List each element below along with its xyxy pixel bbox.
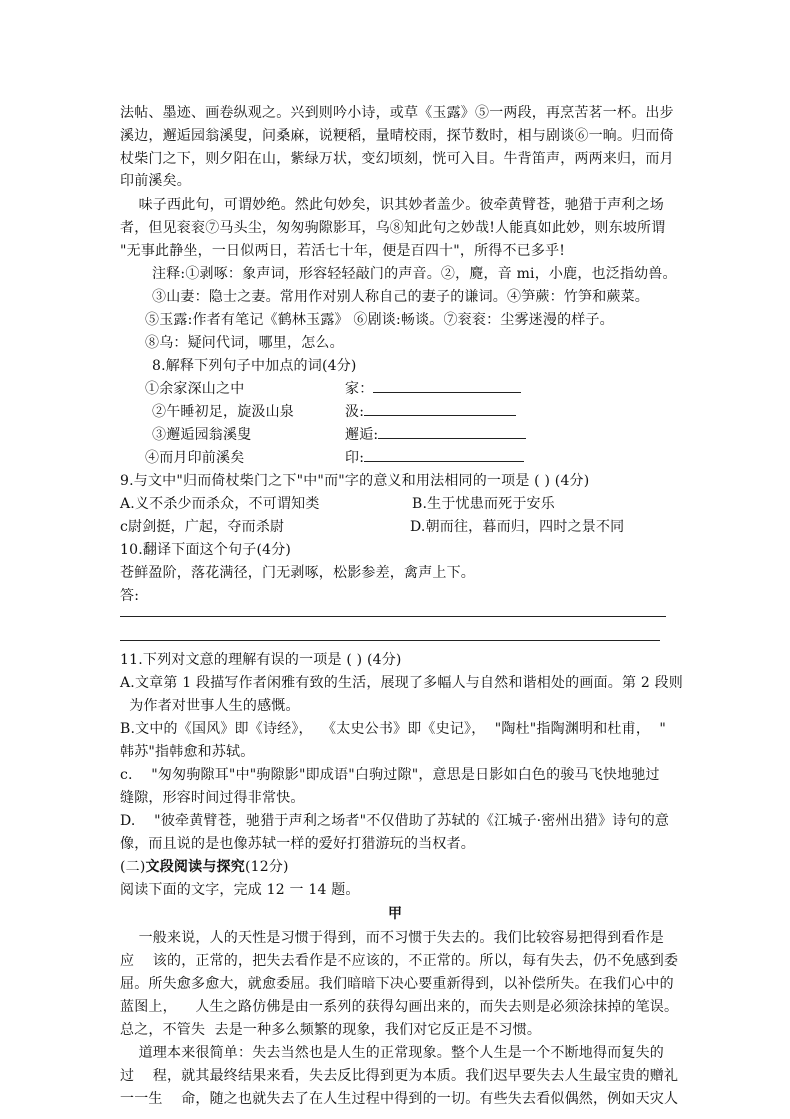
paragraph-line: "无事此静坐，一日似两日，若活七十年，便是百四十"，所得不已多乎! <box>120 243 566 259</box>
translate-sentence: 苍鲜盈阶，落花满径，门无剥啄，松影参差，禽声上下。 <box>120 565 475 581</box>
q11-line: 缝隙，形容时间过得非常快。 <box>120 790 305 806</box>
note-line: ⑤玉露:作者有笔记《鹤林玉露》 ⑥剧谈:畅谈。⑦衮衮：尘雾迷漫的样子。 <box>145 312 614 328</box>
q11-line: 为作者对世事人生的感慨。 <box>120 698 300 714</box>
section-intro: 阅读下面的文字，完成 12 一 14 题。 <box>120 882 360 898</box>
paragraph-line: 印前溪矣。 <box>120 173 191 189</box>
q11-line[interactable]: A.文章第 1 段描写作者闲雅有致的生活，展现了多幅人与自然和谐相处的画面。第 2 段则 <box>120 675 683 691</box>
q11-line[interactable]: B.文中的《国风》即《诗经》， 《太史公书》即《史记》， "陶杜"指陶渊明和杜甫， " <box>120 721 666 737</box>
answer-blank[interactable] <box>373 378 521 393</box>
q8-word: 邂逅: <box>345 424 526 446</box>
q11-line[interactable]: D. "彼牵黄臂苍，驰猎于声利之场者"不仅借助了苏轼的《江城子·密州出猎》诗句的意 <box>120 813 670 829</box>
question-10-title: 10.翻译下面这个句子(4分) <box>120 542 292 558</box>
answer-label: 答: <box>120 588 140 604</box>
q8-word: 印: <box>345 447 524 469</box>
passage-line: 一一生 命，随之也就失去了在人生过程中得到的一切。有些失去看似偶然，例如天灾人 <box>120 1091 679 1107</box>
paragraph-line: 者，但见衮衮⑦马头尘，匆匆驹隙影耳，乌⑧知此句之妙哉!人能真如此妙，则东坡所谓 <box>120 220 666 236</box>
passage-line: 总之，不管失 去是一种多么频繁的现象，我们对它反正是不习惯。 <box>120 1022 542 1038</box>
q8-word: 家： <box>345 378 521 400</box>
note-line: 注释:①剥啄：象声词，形容轻轻敲门的声音。②，麑，音 mi，小鹿，也泛指幼兽。 <box>152 266 677 282</box>
paragraph-line: 溪边，邂逅园翁溪叟，问桑麻，说粳稻，量晴校雨，探节数时，相与剧谈⑥一晌。归而倚 <box>120 128 674 144</box>
q11-line: 韩苏"指韩愈和苏轼。 <box>120 744 255 760</box>
option-b[interactable]: B.生于忧患而死于安乐 <box>412 496 555 512</box>
answer-line[interactable] <box>120 616 666 617</box>
note-line: ⑧乌：疑问代词，哪里，怎么。 <box>145 335 344 351</box>
q11-line: 像，而且说的是也像苏轼一样的爱好打猎游玩的当权者。 <box>120 836 475 852</box>
question-11-title: 11.下列对文意的理解有误的一项是 ( ) (4分) <box>120 652 402 668</box>
option-c[interactable]: c尉剑挺，广起，夺而杀尉 <box>120 519 285 535</box>
q8-sentence: ②午睡初足，旋汲山泉 <box>152 404 294 420</box>
paragraph-line: 杖柴门之下，则夕阳在山，紫绿万状，变幻顷刻，恍可入目。牛背笛声，两两来归，而月 <box>120 151 674 167</box>
q8-sentence: ④而月印前溪矣 <box>145 450 245 466</box>
passage-line: 应 该的，正常的，把失去看作是不应该的，不正常的。所以，每有失去，仍不免感到委 <box>120 953 679 969</box>
question-8-title: 8.解释下列句子中加点的词(4分) <box>152 358 357 374</box>
section-title: (二)文段阅读与探究(12分) <box>120 859 289 875</box>
q11-line[interactable]: c. "匆匆驹隙耳"中"驹隙影"即成语"白驹过隙"，意思是日影如白色的骏马飞快地驰过 <box>120 767 660 783</box>
q8-word: 汲: <box>345 401 516 423</box>
passage-line: 屈。所失愈多愈大，就愈委屈。我们暗暗下决心要重新得到，以补偿所失。在我们心中的 <box>120 976 674 992</box>
passage-line: 过 程，就其最终结果来看，失去反比得到更为本质。我们迟早要失去人生最宝贵的赠礼 <box>120 1068 679 1084</box>
q8-sentence: ③邂逅园翁溪叟 <box>152 427 252 443</box>
question-9-title: 9.与文中"归而倚杖柴门之下"中"而"字的意义和用法相同的一项是 ( ) (4分) <box>120 473 590 489</box>
answer-blank[interactable] <box>364 447 524 462</box>
passage-line: 蓝图上， 人生之路仿佛是由一系列的获得勾画出来的，而失去则是必须涂抹掉的笔误。 <box>120 999 679 1015</box>
paragraph-line: 味子西此句，可谓妙绝。然此句妙矣，识其妙者盖少。彼牵黄臂苍，驰猎于声利之场 <box>120 197 664 213</box>
passage-line: 道理本来很简单：失去当然也是人生的正常现象。整个人生是一个不断地得而复失的 <box>120 1045 664 1061</box>
answer-blank[interactable] <box>378 424 526 439</box>
note-line: ③山妻：隐士之妻。常用作对别人称自己的妻子的谦词。④笋蕨：竹笋和蕨菜。 <box>152 289 649 305</box>
option-a[interactable]: A.义不杀少而杀众，不可谓知类 <box>120 496 320 512</box>
option-d[interactable]: D.朝而往，暮而归，四时之景不同 <box>410 519 625 535</box>
answer-line[interactable] <box>120 640 660 641</box>
answer-blank[interactable] <box>364 401 516 416</box>
passage-line: 一般来说，人的天性是习惯于得到，而不习惯于失去的。我们比较容易把得到看作是 <box>120 930 664 946</box>
passage-heading: 甲 <box>388 906 402 922</box>
q8-sentence: ①余家深山之中 <box>145 381 245 397</box>
paragraph-line: 法帖、墨迹、画卷纵观之。兴到则吟小诗，或草《玉露》⑤一两段，再烹苦茗一杯。出步 <box>120 105 674 121</box>
